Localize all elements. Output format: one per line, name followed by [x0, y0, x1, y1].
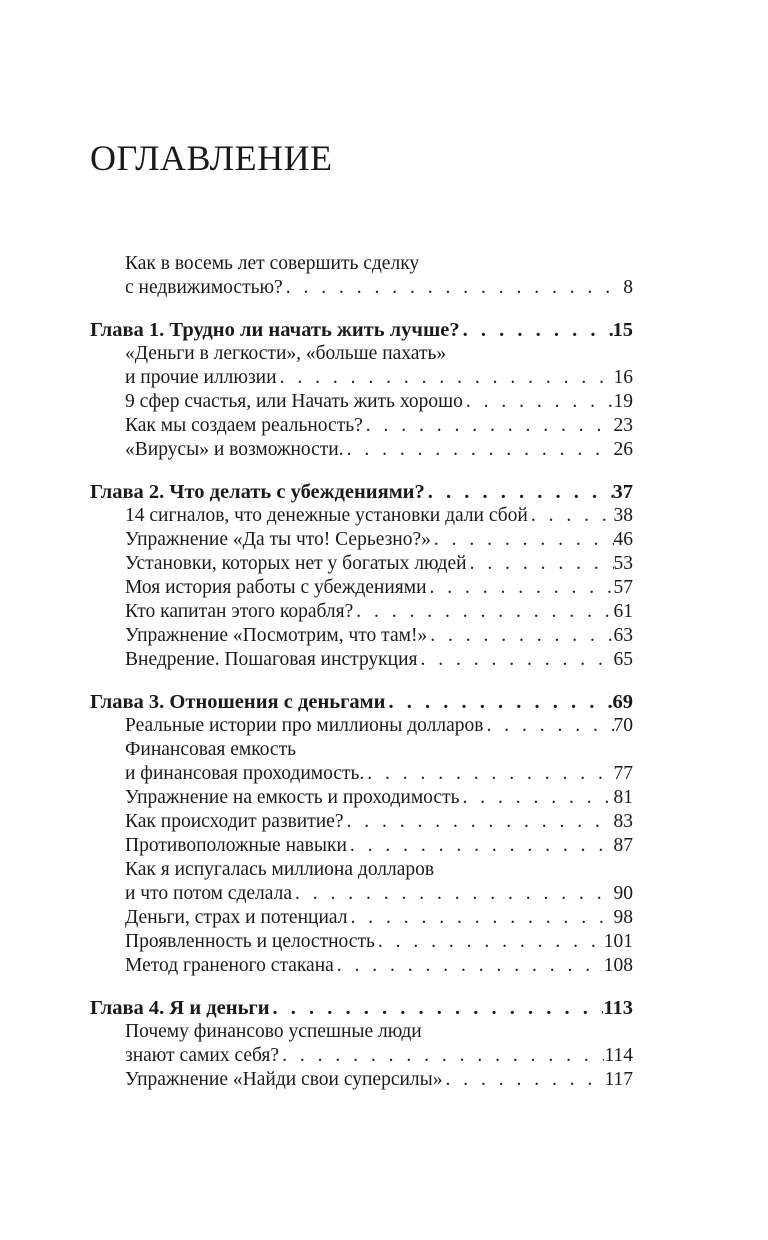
toc-page-number: 81 — [613, 787, 633, 808]
toc-entry-title: Противоположные навыки — [125, 835, 347, 856]
toc-page-number: 23 — [613, 415, 633, 436]
dot-leader — [292, 882, 614, 906]
dot-leader — [385, 690, 612, 714]
toc-entry — [90, 1020, 633, 1044]
toc-entry-title: Деньги, страх и потенциал — [125, 907, 348, 928]
toc-page-number: 69 — [612, 691, 633, 713]
toc-entry — [90, 600, 633, 624]
dot-leader — [467, 552, 614, 576]
toc-entry-title: и прочие иллюзии — [125, 367, 277, 388]
toc-entry-title: Как мы создаем реальность? — [125, 415, 363, 436]
toc-entry — [90, 528, 633, 552]
toc-page-number: 108 — [603, 955, 633, 976]
dot-leader — [344, 810, 614, 834]
toc-page-number: 90 — [613, 883, 633, 904]
dot-leader — [528, 504, 614, 528]
dot-leader — [443, 1068, 605, 1092]
dot-leader — [270, 996, 604, 1020]
toc-entry-title: Реальные истории про миллионы долларов — [125, 715, 484, 736]
toc-entry — [90, 390, 633, 414]
toc-page-number: 38 — [613, 505, 633, 526]
toc-entry — [90, 276, 633, 300]
toc-entry-title: Глава 1. Трудно ли начать жить лучше? — [90, 319, 460, 341]
toc-entry-title: Установки, которых нет у богатых людей — [125, 553, 467, 574]
toc-entry — [90, 906, 633, 930]
dot-leader — [363, 414, 614, 438]
dot-leader — [460, 318, 613, 342]
toc-page-number: 77 — [613, 763, 633, 784]
toc-entry-title: Почему финансово успешные люди — [125, 1021, 422, 1042]
toc-entry — [90, 252, 633, 276]
dot-leader — [334, 954, 604, 978]
toc-page-number: 87 — [613, 835, 633, 856]
toc-page-number: 16 — [613, 367, 633, 388]
toc-page-number: 113 — [603, 997, 633, 1019]
toc-page-number: 19 — [613, 391, 633, 412]
toc-page-number: 8 — [623, 277, 633, 298]
toc-page-number: 101 — [603, 931, 633, 952]
toc-entry — [90, 1044, 633, 1068]
toc-entry — [90, 738, 633, 762]
dot-leader — [353, 600, 613, 624]
toc-entry-title: Глава 4. Я и деньги — [90, 997, 270, 1019]
toc-entry — [90, 438, 633, 462]
dot-leader — [277, 366, 614, 390]
toc-entry — [90, 810, 633, 834]
toc-entry — [90, 342, 633, 366]
toc-entry-title: Как я испугалась миллиона долларов — [125, 859, 435, 880]
toc-page-number: 26 — [613, 439, 633, 460]
toc-entry-title: Как происходит развитие? — [125, 811, 344, 832]
toc-entry-title: 14 сигналов, что денежные установки дали сбой — [125, 505, 528, 526]
toc-page-number: 114 — [604, 1045, 633, 1066]
toc-entry — [90, 1068, 633, 1092]
toc-page-number: 37 — [612, 481, 633, 503]
table-of-contents — [90, 252, 633, 1092]
toc-entry-title: Упражнение «Да ты что! Серьезно?» — [125, 529, 431, 550]
toc-entry — [90, 624, 633, 648]
toc-entry — [90, 552, 633, 576]
toc-entry — [90, 786, 633, 810]
dot-leader — [375, 930, 604, 954]
dot-leader — [425, 480, 613, 504]
toc-page-number: 117 — [604, 1069, 633, 1090]
toc-page-number: 57 — [613, 577, 633, 598]
dot-leader — [418, 648, 614, 672]
dot-leader — [427, 624, 613, 648]
toc-entry — [90, 504, 633, 528]
toc-entry — [90, 930, 633, 954]
toc-chapter-entry — [90, 690, 633, 714]
dot-leader — [431, 528, 614, 552]
toc-entry-title: и что потом сделала — [125, 883, 292, 904]
toc-page-number: 70 — [613, 715, 633, 736]
toc-entry-title: с недвижимостью? — [125, 277, 283, 298]
toc-entry-title: Упражнение на емкость и проходимость — [125, 787, 460, 808]
toc-entry-title: и финансовая проходимость. — [125, 763, 365, 784]
toc-page-number: 83 — [613, 811, 633, 832]
toc-entry — [90, 834, 633, 858]
toc-chapter-entry — [90, 480, 633, 504]
toc-page-number: 98 — [613, 907, 633, 928]
toc-entry-title: Упражнение «Найди свои суперсилы» — [125, 1069, 443, 1090]
toc-page-number: 46 — [613, 529, 633, 550]
toc-entry — [90, 858, 633, 882]
dot-leader — [283, 276, 624, 300]
toc-page-number: 65 — [613, 649, 633, 670]
dot-leader — [459, 786, 613, 810]
toc-entry-title: Как в восемь лет совершить сделку — [125, 253, 420, 274]
dot-leader — [427, 576, 614, 600]
dot-leader — [364, 762, 613, 786]
toc-entry-title: Моя история работы с убеждениями — [125, 577, 427, 598]
toc-entry-title: знают самих себя? — [125, 1045, 280, 1066]
toc-entry-title: Глава 3. Отношения с деньгами — [90, 691, 386, 713]
toc-page-number: 15 — [612, 319, 633, 341]
toc-entry — [90, 714, 633, 738]
toc-entry — [90, 414, 633, 438]
toc-entry-title: 9 сфер счастья, или Начать жить хорошо — [125, 391, 463, 412]
dot-leader — [344, 438, 614, 462]
toc-entry-title: Финансовая емкость — [125, 739, 297, 760]
dot-leader — [347, 906, 613, 930]
toc-entry-title: Внедрение. Пошаговая инструкция — [125, 649, 418, 670]
page-title: ОГЛАВЛЕНИЕ — [90, 138, 333, 178]
toc-entry-title: Кто капитан этого корабля? — [125, 601, 354, 622]
toc-chapter-entry — [90, 996, 633, 1020]
toc-entry-title: «Деньги в легкости», «больше пахать» — [125, 343, 447, 364]
toc-entry-title: «Вирусы» и возможности. — [125, 439, 344, 460]
toc-entry — [90, 576, 633, 600]
dot-leader — [463, 390, 614, 414]
toc-page-number: 63 — [613, 625, 633, 646]
toc-entry — [90, 882, 633, 906]
toc-page-number: 53 — [613, 553, 633, 574]
toc-entry — [90, 366, 633, 390]
toc-entry-title: Метод граненого стакана — [125, 955, 334, 976]
toc-entry — [90, 648, 633, 672]
toc-chapter-entry — [90, 318, 633, 342]
toc-entry-title: Проявленность и целостность — [125, 931, 375, 952]
dot-leader — [279, 1044, 604, 1068]
toc-page-number: 61 — [613, 601, 633, 622]
dot-leader — [347, 834, 614, 858]
toc-entry-title: Упражнение «Посмотрим, что там!» — [125, 625, 428, 646]
toc-entry-title: Глава 2. Что делать с убеждениями? — [90, 481, 425, 503]
toc-entry — [90, 954, 633, 978]
toc-entry — [90, 762, 633, 786]
dot-leader — [483, 714, 613, 738]
